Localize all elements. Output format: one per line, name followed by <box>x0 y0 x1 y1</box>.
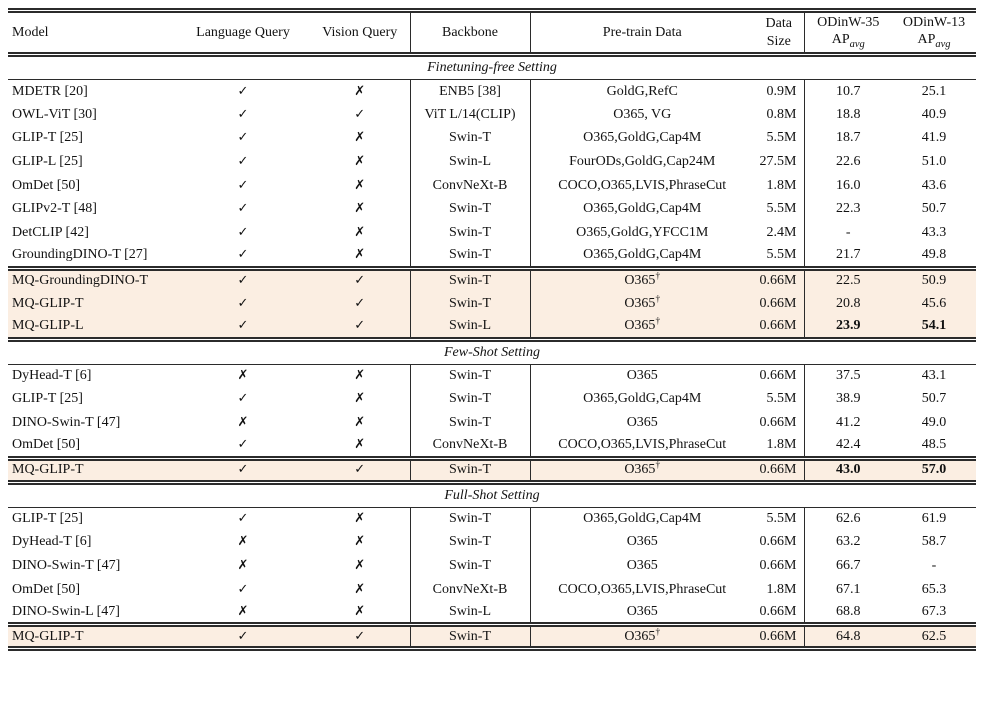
vision-query-cell <box>310 435 410 459</box>
vision-query-cell <box>310 315 410 339</box>
odinw13-ap-cell: 49.0 <box>921 415 947 431</box>
model-name-cell: GLIP-T [25] <box>12 391 83 407</box>
dagger-mark: † <box>655 316 661 327</box>
model-name-cell: OmDet [50] <box>12 437 81 453</box>
odinw13-ap-cell: 25.1 <box>921 83 947 99</box>
cross-icon: ✗ <box>354 201 366 217</box>
check-icon: ✓ <box>237 462 249 478</box>
pretrain-data-cell <box>530 80 754 104</box>
table-row <box>8 315 976 339</box>
language-query-cell <box>176 554 310 578</box>
data-size-cell: 0.66M <box>754 625 804 649</box>
data-size-cell: 1.8M <box>766 177 797 193</box>
vision-query-cell <box>310 625 410 649</box>
dagger-mark: † <box>655 271 661 282</box>
model-name-cell: OWL-ViT [30] <box>12 106 97 122</box>
section-title: Full-Shot Setting <box>444 487 540 503</box>
data-size-cell: 0.66M <box>754 292 804 316</box>
pretrain-data-text: O365 <box>624 628 656 644</box>
check-icon: ✓ <box>237 83 249 99</box>
odinw13-ap-cell: 43.3 <box>921 224 947 240</box>
backbone-cell: Swin-T <box>410 388 530 412</box>
check-icon: ✓ <box>237 317 249 333</box>
cross-icon: ✗ <box>354 511 366 527</box>
section-title: Finetuning-free Setting <box>427 60 557 75</box>
check-icon: ✓ <box>354 106 366 122</box>
odinw13-ap-cell: 51.0 <box>921 154 947 170</box>
odinw13-ap-cell: 62.5 <box>892 625 976 649</box>
pretrain-data-cell <box>530 315 754 339</box>
pretrain-data-text: FourODs,GoldG,Cap24M <box>569 154 716 170</box>
odinw35-ap-cell: 22.6 <box>804 150 892 174</box>
pretrain-data-text: O365 <box>624 295 656 311</box>
odinw13-ap-cell: 48.5 <box>921 437 947 453</box>
language-query-cell <box>176 388 310 412</box>
vision-query-cell <box>310 127 410 151</box>
check-icon: ✓ <box>237 511 249 527</box>
backbone-cell: Swin-T <box>410 411 530 435</box>
language-query-cell <box>176 127 310 151</box>
check-icon: ✓ <box>237 106 249 122</box>
pretrain-data-cell <box>530 435 754 459</box>
language-query-cell <box>176 601 310 625</box>
data-size-cell: 0.66M <box>754 315 804 339</box>
pretrain-data-cell <box>530 578 754 602</box>
vision-query-cell <box>310 245 410 269</box>
pretrain-data-cell <box>530 245 754 269</box>
backbone-cell: ENB5 [38] <box>410 80 530 104</box>
odinw35-ap-cell: 10.7 <box>804 80 892 104</box>
vision-query-cell <box>310 364 410 388</box>
pretrain-data-text: O365 <box>626 534 658 550</box>
pretrain-data-cell <box>530 458 754 482</box>
section-title-row <box>8 482 976 507</box>
odinw35-ap-cell: 64.8 <box>804 625 892 649</box>
section-title-row <box>8 55 976 80</box>
data-size-cell: 5.5M <box>766 201 797 217</box>
language-query-cell <box>176 507 310 531</box>
cross-icon: ✗ <box>354 130 366 146</box>
pretrain-data-cell <box>530 292 754 316</box>
language-query-cell <box>176 435 310 459</box>
odinw13-ap-cell: 41.9 <box>921 130 947 146</box>
pretrain-data-cell <box>530 103 754 127</box>
check-icon: ✓ <box>354 462 366 478</box>
data-size-cell: 0.9M <box>766 83 797 99</box>
pretrain-data-text: O365 <box>626 557 658 573</box>
odinw35-ap-cell: 62.6 <box>804 507 892 531</box>
model-name-cell: MQ-GLIP-L <box>8 315 176 339</box>
model-name-cell: GroundingDINO-T [27] <box>12 247 148 263</box>
odinw35-label: ODinW-35 <box>817 14 880 30</box>
pretrain-data-cell <box>530 625 754 649</box>
cross-icon: ✗ <box>354 177 366 193</box>
data-size-line1: Data <box>765 16 792 31</box>
benchmark-table <box>8 8 976 651</box>
model-name-cell: OmDet [50] <box>12 177 81 193</box>
cross-icon: ✗ <box>354 415 366 431</box>
odinw13-ap-cell: - <box>931 557 937 573</box>
odinw13-ap-cell: 50.9 <box>892 268 976 292</box>
odinw13-ap-cell: 45.6 <box>892 292 976 316</box>
model-name-cell: GLIP-T [25] <box>12 130 83 146</box>
table-row <box>8 507 976 531</box>
odinw35-ap-cell: 66.7 <box>804 554 892 578</box>
model-name-cell: DetCLIP [42] <box>12 224 89 240</box>
language-query-cell <box>176 150 310 174</box>
table-row <box>8 221 976 245</box>
table-row <box>8 458 976 482</box>
vision-query-cell <box>310 601 410 625</box>
backbone-cell: Swin-L <box>410 601 530 625</box>
check-icon: ✓ <box>237 130 249 146</box>
odinw13-ap-cell: 57.0 <box>892 458 976 482</box>
table-row <box>8 411 976 435</box>
data-size-line2: Size <box>766 33 791 49</box>
header-row <box>8 11 976 55</box>
table-row <box>8 103 976 127</box>
backbone-cell: Swin-L <box>410 150 530 174</box>
cross-icon: ✗ <box>354 224 366 240</box>
backbone-cell: Swin-T <box>410 531 530 555</box>
header-odinw35 <box>804 11 892 55</box>
backbone-cell: Swin-T <box>410 197 530 221</box>
pretrain-data-cell <box>530 364 754 388</box>
pretrain-data-text: O365,GoldG,Cap4M <box>583 201 702 217</box>
model-name-cell: MQ-GLIP-T <box>8 458 176 482</box>
vision-query-cell <box>310 458 410 482</box>
data-size-cell: 5.5M <box>766 511 797 527</box>
table-header <box>8 11 976 55</box>
language-query-cell <box>176 245 310 269</box>
vision-query-cell <box>310 411 410 435</box>
check-icon: ✓ <box>354 273 366 289</box>
language-query-cell <box>176 625 310 649</box>
pretrain-data-text: COCO,O365,LVIS,PhraseCut <box>558 581 727 597</box>
vision-query-cell <box>310 292 410 316</box>
language-query-cell <box>176 458 310 482</box>
check-icon: ✓ <box>237 177 249 193</box>
odinw13-label: ODinW-13 <box>902 14 966 30</box>
table-row <box>8 601 976 625</box>
backbone-cell: Swin-T <box>410 221 530 245</box>
language-query-cell <box>176 80 310 104</box>
model-name-cell: GLIP-T [25] <box>12 511 83 527</box>
dagger-mark: † <box>655 627 661 638</box>
dagger-mark: † <box>655 460 661 471</box>
check-icon: ✓ <box>237 628 249 644</box>
language-query-cell <box>176 197 310 221</box>
odinw35-ap-cell: 20.8 <box>804 292 892 316</box>
backbone-cell: ConvNeXt-B <box>410 174 530 198</box>
data-size-cell: 0.66M <box>754 458 804 482</box>
backbone-cell: Swin-T <box>410 554 530 578</box>
cross-icon: ✗ <box>354 247 366 263</box>
section-title-row <box>8 339 976 364</box>
pretrain-data-cell <box>530 127 754 151</box>
pretrain-data-text: O365 <box>626 415 658 431</box>
header-vision-query: Vision Query <box>322 24 398 40</box>
header-language-query: Language Query <box>196 24 290 40</box>
table-row <box>8 174 976 198</box>
odinw35-ap-cell: 43.0 <box>804 458 892 482</box>
data-size-cell: 0.66M <box>759 603 797 619</box>
data-size-cell: 0.66M <box>759 557 797 573</box>
model-name-cell: DyHead-T [6] <box>12 368 92 384</box>
pretrain-data-text: COCO,O365,LVIS,PhraseCut <box>558 177 727 193</box>
check-icon: ✓ <box>354 628 366 644</box>
model-name-cell: GLIP-L [25] <box>12 154 83 170</box>
backbone-cell: Swin-T <box>410 625 530 649</box>
pretrain-data-text: GoldG,RefC <box>606 83 678 99</box>
data-size-cell: 5.5M <box>766 391 797 407</box>
cross-icon: ✗ <box>237 557 249 573</box>
odinw13-ap-cell: 58.7 <box>921 534 947 550</box>
pretrain-data-cell <box>530 554 754 578</box>
cross-icon: ✗ <box>354 437 366 453</box>
odinw35-ap-cell: 22.5 <box>804 268 892 292</box>
backbone-cell: Swin-T <box>410 127 530 151</box>
vision-query-cell <box>310 388 410 412</box>
vision-query-cell <box>310 150 410 174</box>
pretrain-data-cell <box>530 531 754 555</box>
odinw13-ap-cell: 67.3 <box>921 603 947 619</box>
data-size-cell: 0.8M <box>766 106 797 122</box>
odinw35-ap-cell: 18.8 <box>804 103 892 127</box>
pretrain-data-cell <box>530 268 754 292</box>
vision-query-cell <box>310 268 410 292</box>
pretrain-data-text: O365 <box>626 603 658 619</box>
odinw35-ap-cell: 22.3 <box>804 197 892 221</box>
data-size-cell: 2.4M <box>766 224 797 240</box>
header-backbone: Backbone <box>410 11 530 55</box>
model-name-cell: MQ-GroundingDINO-T <box>8 268 176 292</box>
table-row <box>8 578 976 602</box>
cross-icon: ✗ <box>354 534 366 550</box>
pretrain-data-text: O365 <box>624 273 656 289</box>
pretrain-data-cell <box>530 601 754 625</box>
data-size-cell: 0.66M <box>759 534 797 550</box>
table-row <box>8 127 976 151</box>
cross-icon: ✗ <box>354 603 366 619</box>
pretrain-data-text: O365, VG <box>613 106 672 122</box>
pretrain-data-cell <box>530 388 754 412</box>
table-body <box>8 55 976 649</box>
table-row <box>8 292 976 316</box>
vision-query-cell <box>310 221 410 245</box>
header-pretrain-data: Pre-train Data <box>530 11 754 55</box>
pretrain-data-cell <box>530 197 754 221</box>
backbone-cell: Swin-T <box>410 507 530 531</box>
model-name-cell: MDETR [20] <box>12 83 88 99</box>
model-name-cell: DyHead-T [6] <box>12 534 92 550</box>
pretrain-data-cell <box>530 507 754 531</box>
model-name-cell: DINO-Swin-T [47] <box>12 557 121 573</box>
cross-icon: ✗ <box>354 581 366 597</box>
check-icon: ✓ <box>354 317 366 333</box>
check-icon: ✓ <box>237 437 249 453</box>
vision-query-cell <box>310 103 410 127</box>
backbone-cell: Swin-T <box>410 292 530 316</box>
check-icon: ✓ <box>237 273 249 289</box>
pretrain-data-cell <box>530 174 754 198</box>
vision-query-cell <box>310 531 410 555</box>
cross-icon: ✗ <box>354 368 366 384</box>
ap-avg-label: $AP_{avg}$ <box>831 32 865 51</box>
data-size-cell: 5.5M <box>766 130 797 146</box>
cross-icon: ✗ <box>237 368 249 384</box>
model-name-cell: DINO-Swin-T [47] <box>12 415 121 431</box>
odinw13-ap-cell: 54.1 <box>892 315 976 339</box>
language-query-cell <box>176 292 310 316</box>
cross-icon: ✗ <box>354 391 366 407</box>
odinw35-ap-cell: 37.5 <box>804 364 892 388</box>
odinw13-ap-cell: 43.1 <box>921 368 947 384</box>
pretrain-data-text: O365 <box>626 368 658 384</box>
language-query-cell <box>176 174 310 198</box>
language-query-cell <box>176 268 310 292</box>
cross-icon: ✗ <box>354 83 366 99</box>
pretrain-data-text: O365,GoldG,Cap4M <box>583 391 702 407</box>
language-query-cell <box>176 531 310 555</box>
backbone-cell: ConvNeXt-B <box>410 435 530 459</box>
header-odinw13 <box>892 11 976 55</box>
check-icon: ✓ <box>354 295 366 311</box>
cross-icon: ✗ <box>237 415 249 431</box>
table-row <box>8 80 976 104</box>
pretrain-data-text: O365,GoldG,YFCC1M <box>576 224 709 240</box>
header-model: Model <box>12 24 49 40</box>
language-query-cell <box>176 103 310 127</box>
backbone-cell: Swin-T <box>410 245 530 269</box>
vision-query-cell <box>310 554 410 578</box>
language-query-cell <box>176 221 310 245</box>
pretrain-data-text: O365 <box>624 462 656 478</box>
header-data-size <box>754 11 804 55</box>
check-icon: ✓ <box>237 391 249 407</box>
odinw35-ap-cell: - <box>804 221 892 245</box>
backbone-cell: Swin-T <box>410 458 530 482</box>
language-query-cell <box>176 315 310 339</box>
odinw13-ap-cell: 61.9 <box>921 511 947 527</box>
table-row <box>8 150 976 174</box>
language-query-cell <box>176 411 310 435</box>
odinw35-ap-cell: 38.9 <box>804 388 892 412</box>
backbone-cell: Swin-L <box>410 315 530 339</box>
model-name-cell: DINO-Swin-L [47] <box>12 603 120 619</box>
odinw35-ap-cell: 42.4 <box>804 435 892 459</box>
odinw35-ap-cell: 67.1 <box>804 578 892 602</box>
odinw13-ap-cell: 65.3 <box>921 581 947 597</box>
table-row <box>8 197 976 221</box>
table-row <box>8 625 976 649</box>
pretrain-data-text: O365,GoldG,Cap4M <box>583 247 702 263</box>
odinw35-ap-cell: 41.2 <box>804 411 892 435</box>
odinw35-ap-cell: 23.9 <box>804 315 892 339</box>
data-size-cell: 27.5M <box>759 154 797 170</box>
table-row <box>8 435 976 459</box>
table-row <box>8 268 976 292</box>
check-icon: ✓ <box>237 295 249 311</box>
model-name-cell: GLIPv2-T [48] <box>12 201 97 217</box>
cross-icon: ✗ <box>354 154 366 170</box>
odinw13-ap-cell: 50.7 <box>921 391 947 407</box>
check-icon: ✓ <box>237 201 249 217</box>
odinw13-ap-cell: 50.7 <box>921 201 947 217</box>
data-size-cell: 0.66M <box>754 268 804 292</box>
backbone-cell: Swin-T <box>410 268 530 292</box>
dagger-mark: † <box>655 293 661 304</box>
pretrain-data-text: COCO,O365,LVIS,PhraseCut <box>558 437 727 453</box>
vision-query-cell <box>310 507 410 531</box>
ap-avg-label: $AP_{avg}$ <box>917 32 951 51</box>
check-icon: ✓ <box>237 154 249 170</box>
table-row <box>8 388 976 412</box>
odinw35-ap-cell: 63.2 <box>804 531 892 555</box>
odinw35-ap-cell: 16.0 <box>804 174 892 198</box>
data-size-cell: 1.8M <box>766 437 797 453</box>
table-row <box>8 364 976 388</box>
cross-icon: ✗ <box>237 603 249 619</box>
data-size-cell: 5.5M <box>766 247 797 263</box>
backbone-cell: Swin-T <box>410 364 530 388</box>
model-name-cell: OmDet [50] <box>12 581 81 597</box>
vision-query-cell <box>310 80 410 104</box>
section-title: Few-Shot Setting <box>443 344 541 360</box>
odinw13-ap-cell: 43.6 <box>921 177 947 193</box>
check-icon: ✓ <box>237 247 249 263</box>
vision-query-cell <box>310 197 410 221</box>
data-size-cell: 1.8M <box>766 581 797 597</box>
odinw35-ap-cell: 18.7 <box>804 127 892 151</box>
odinw35-ap-cell: 68.8 <box>804 601 892 625</box>
backbone-cell: ConvNeXt-B <box>410 578 530 602</box>
odinw35-ap-cell: 21.7 <box>804 245 892 269</box>
check-icon: ✓ <box>237 224 249 240</box>
language-query-cell <box>176 364 310 388</box>
pretrain-data-text: O365,GoldG,Cap4M <box>583 130 702 146</box>
table-row <box>8 554 976 578</box>
pretrain-data-cell <box>530 221 754 245</box>
table-row <box>8 245 976 269</box>
data-size-cell: 0.66M <box>759 415 797 431</box>
data-size-cell: 0.66M <box>759 368 797 384</box>
odinw13-ap-cell: 49.8 <box>921 247 947 263</box>
cross-icon: ✗ <box>354 557 366 573</box>
model-name-cell: MQ-GLIP-T <box>8 625 176 649</box>
vision-query-cell <box>310 578 410 602</box>
table-row <box>8 531 976 555</box>
model-name-cell: MQ-GLIP-T <box>8 292 176 316</box>
pretrain-data-cell <box>530 411 754 435</box>
cross-icon: ✗ <box>237 534 249 550</box>
vision-query-cell <box>310 174 410 198</box>
pretrain-data-text: O365 <box>624 317 656 333</box>
pretrain-data-text: O365,GoldG,Cap4M <box>583 511 702 527</box>
check-icon: ✓ <box>237 581 249 597</box>
odinw13-ap-cell: 40.9 <box>921 106 947 122</box>
language-query-cell <box>176 578 310 602</box>
pretrain-data-cell <box>530 150 754 174</box>
backbone-cell: ViT L/14(CLIP) <box>410 103 530 127</box>
